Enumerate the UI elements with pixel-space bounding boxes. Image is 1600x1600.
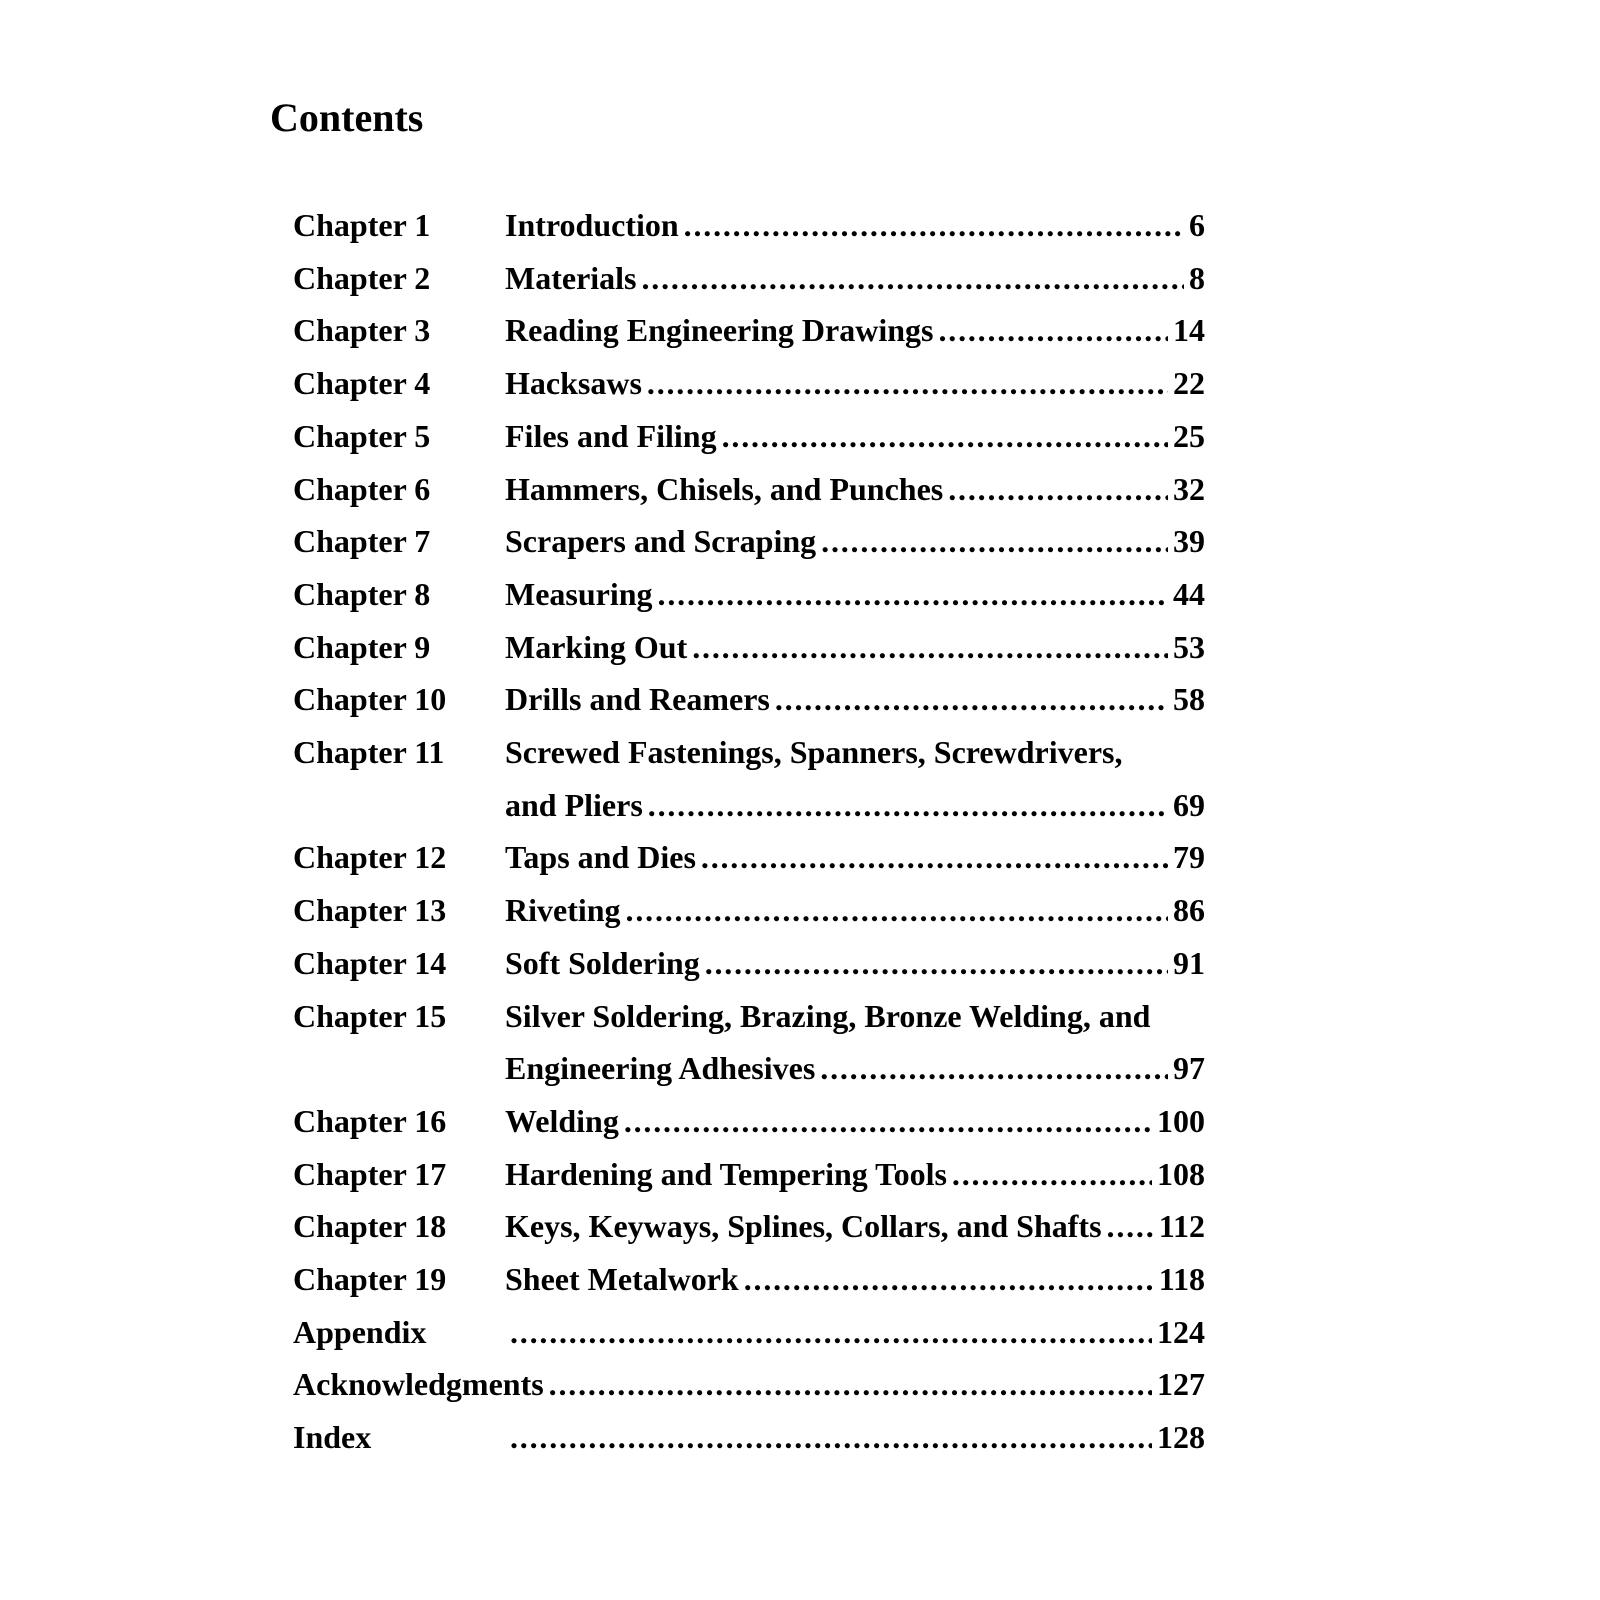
toc-row-main xyxy=(505,1306,1205,1359)
toc-entry-title: Marking Out xyxy=(505,628,688,665)
toc-row xyxy=(293,726,1205,779)
toc-page-number: 25 xyxy=(1173,417,1205,454)
toc-chapter-label: Appendix xyxy=(293,1313,427,1350)
toc-row-main xyxy=(505,1148,1205,1201)
toc-chapter-label: Chapter 13 xyxy=(293,892,447,929)
toc-page-number: 58 xyxy=(1173,681,1205,718)
toc-row xyxy=(293,463,1205,516)
toc-entry-title: Taps and Dies xyxy=(505,839,696,876)
toc-entry-title: Introduction xyxy=(505,207,679,243)
toc-page-number: 22 xyxy=(1173,365,1205,402)
toc-row xyxy=(293,1253,1205,1306)
toc-entry-title: Screwed Fastenings, Spanners, Screwdrivers, xyxy=(505,734,1123,771)
toc-entry-title: Keys, Keyways, Splines, Collars, and Shafts xyxy=(505,1208,1102,1245)
toc-page-number: 79 xyxy=(1173,839,1205,876)
toc-row-main xyxy=(505,199,1205,252)
dot-leader xyxy=(948,463,1168,516)
toc-row xyxy=(293,779,1205,832)
toc-row-main xyxy=(505,621,1205,674)
toc-row xyxy=(293,621,1205,674)
toc-row xyxy=(293,357,1205,410)
toc-row-main xyxy=(505,1042,1205,1095)
dot-leader xyxy=(821,515,1168,568)
toc-chapter-label: Chapter 12 xyxy=(293,839,447,876)
dot-leader xyxy=(549,1358,1152,1411)
toc-row xyxy=(293,673,1205,726)
dot-leader xyxy=(626,884,1168,937)
toc-row-main xyxy=(505,1095,1205,1148)
toc-row-main xyxy=(505,779,1205,832)
toc-row xyxy=(293,990,1205,1043)
toc-entry-title: Reading Engineering Drawings xyxy=(505,312,934,349)
contents-heading: Contents xyxy=(270,95,424,140)
toc-row xyxy=(293,515,1205,568)
dot-leader xyxy=(510,1306,1152,1359)
toc-page-number: 44 xyxy=(1173,575,1205,612)
toc-list xyxy=(293,199,1205,1464)
toc-entry-title: Welding xyxy=(505,1102,619,1139)
toc-entry-title: Files and Filing xyxy=(505,417,717,454)
toc-row-main xyxy=(505,568,1205,621)
toc-entry-title: Materials xyxy=(505,259,637,296)
toc-page-number: 91 xyxy=(1173,944,1205,981)
toc-row xyxy=(293,1306,1205,1359)
toc-row xyxy=(293,1042,1205,1095)
toc-page-number: 124 xyxy=(1157,1313,1205,1350)
dot-leader xyxy=(952,1148,1152,1201)
toc-chapter-label: Chapter 16 xyxy=(293,1102,447,1139)
toc-row xyxy=(293,1411,1205,1464)
toc-row-main xyxy=(505,831,1205,884)
toc-row-main xyxy=(505,1200,1205,1253)
toc-chapter-label: Chapter 4 xyxy=(293,365,431,402)
toc-page-number: 86 xyxy=(1173,892,1205,929)
toc-page-number: 108 xyxy=(1157,1155,1205,1192)
toc-chapter-label: Chapter 14 xyxy=(293,944,447,981)
toc-chapter-label: Chapter 7 xyxy=(293,523,431,560)
toc-entry-title: Scrapers and Scraping xyxy=(505,523,817,560)
toc-row xyxy=(293,1200,1205,1253)
dot-leader xyxy=(744,1253,1154,1306)
toc-page-number: 127 xyxy=(1157,1366,1205,1403)
toc-chapter-label: Chapter 6 xyxy=(293,470,431,507)
dot-leader xyxy=(658,568,1168,621)
toc-page-number: 118 xyxy=(1158,1261,1205,1298)
toc-page-number: 8 xyxy=(1189,259,1205,296)
toc-entry-title: Measuring xyxy=(505,575,653,612)
toc-chapter-label: Index xyxy=(293,1419,372,1456)
toc-page-number: 69 xyxy=(1173,786,1205,823)
toc-chapter-label: Acknowledgments xyxy=(293,1366,544,1403)
dot-leader xyxy=(938,304,1168,357)
toc-chapter-label: Chapter 3 xyxy=(293,312,431,349)
toc-row-main xyxy=(505,990,1205,1043)
toc-entry-title: Drills and Reamers xyxy=(505,681,770,718)
toc-chapter-label: Chapter 18 xyxy=(293,1208,447,1245)
toc-page-number: 53 xyxy=(1173,628,1205,665)
toc-chapter-label: Chapter 1 xyxy=(293,207,431,243)
toc-page-number: 100 xyxy=(1157,1102,1205,1139)
toc-row xyxy=(293,1095,1205,1148)
dot-leader xyxy=(647,357,1168,410)
toc-row-main xyxy=(505,410,1205,463)
dot-leader xyxy=(642,252,1185,305)
toc-chapter-label: Chapter 17 xyxy=(293,1155,447,1192)
toc-page-number: 14 xyxy=(1173,312,1205,349)
toc-row-main xyxy=(505,463,1205,516)
toc-entry-title: Riveting xyxy=(505,892,621,929)
toc-entry-title: Hacksaws xyxy=(505,365,642,402)
toc-row xyxy=(293,304,1205,357)
toc-chapter-label: Chapter 15 xyxy=(293,997,447,1034)
toc-row-main xyxy=(505,252,1205,305)
toc-row-main xyxy=(505,515,1205,568)
toc-entry-title: Hammers, Chisels, and Punches xyxy=(505,470,944,507)
toc-page-number: 39 xyxy=(1173,523,1205,560)
toc-chapter-label: Chapter 19 xyxy=(293,1261,447,1298)
toc-row-main xyxy=(505,937,1205,990)
toc-entry-title: Engineering Adhesives xyxy=(505,1050,816,1087)
toc-row-main xyxy=(505,1411,1205,1464)
toc-chapter-label: Chapter 2 xyxy=(293,259,431,296)
toc-row xyxy=(293,199,1205,252)
dot-leader xyxy=(510,1411,1152,1464)
dot-leader xyxy=(684,199,1184,252)
dot-leader xyxy=(648,779,1168,832)
toc-row xyxy=(293,410,1205,463)
dot-leader xyxy=(624,1095,1152,1148)
dot-leader xyxy=(775,673,1168,726)
toc-chapter-label: Chapter 9 xyxy=(293,628,431,665)
toc-page-number: 6 xyxy=(1189,207,1205,243)
toc-page-number: 128 xyxy=(1157,1419,1205,1456)
toc-entry-title: Silver Soldering, Brazing, Bronze Welding, and xyxy=(505,997,1151,1034)
toc-row xyxy=(293,568,1205,621)
dot-leader xyxy=(705,937,1168,990)
toc-row-main xyxy=(505,1253,1205,1306)
toc-row-main xyxy=(505,673,1205,726)
toc-page-number: 32 xyxy=(1173,470,1205,507)
toc-page-number: 112 xyxy=(1158,1208,1205,1245)
dot-leader xyxy=(701,831,1168,884)
toc-entry-title: Sheet Metalwork xyxy=(505,1261,739,1298)
toc-row-main xyxy=(505,357,1205,410)
toc-row-main xyxy=(544,1358,1205,1411)
toc-chapter-label: Chapter 5 xyxy=(293,417,431,454)
toc-chapter-label: Chapter 11 xyxy=(293,734,445,771)
toc-row xyxy=(293,1148,1205,1201)
toc-entry-title: Soft Soldering xyxy=(505,944,700,981)
toc-row-main xyxy=(505,304,1205,357)
toc-entry-title: and Pliers xyxy=(505,786,643,823)
toc-row xyxy=(293,1358,1205,1411)
toc-page-number: 97 xyxy=(1173,1050,1205,1087)
toc-chapter-label: Chapter 8 xyxy=(293,575,431,612)
dot-leader xyxy=(722,410,1168,463)
toc-row xyxy=(293,831,1205,884)
toc-row xyxy=(293,252,1205,305)
toc-row xyxy=(293,884,1205,937)
dot-leader xyxy=(1107,1200,1154,1253)
toc-row-main xyxy=(505,884,1205,937)
dot-leader xyxy=(692,621,1168,674)
toc-chapter-label: Chapter 10 xyxy=(293,681,447,718)
dot-leader xyxy=(820,1042,1168,1095)
toc-row-main xyxy=(505,726,1205,779)
toc-row xyxy=(293,937,1205,990)
toc-entry-title: Hardening and Tempering Tools xyxy=(505,1155,947,1192)
